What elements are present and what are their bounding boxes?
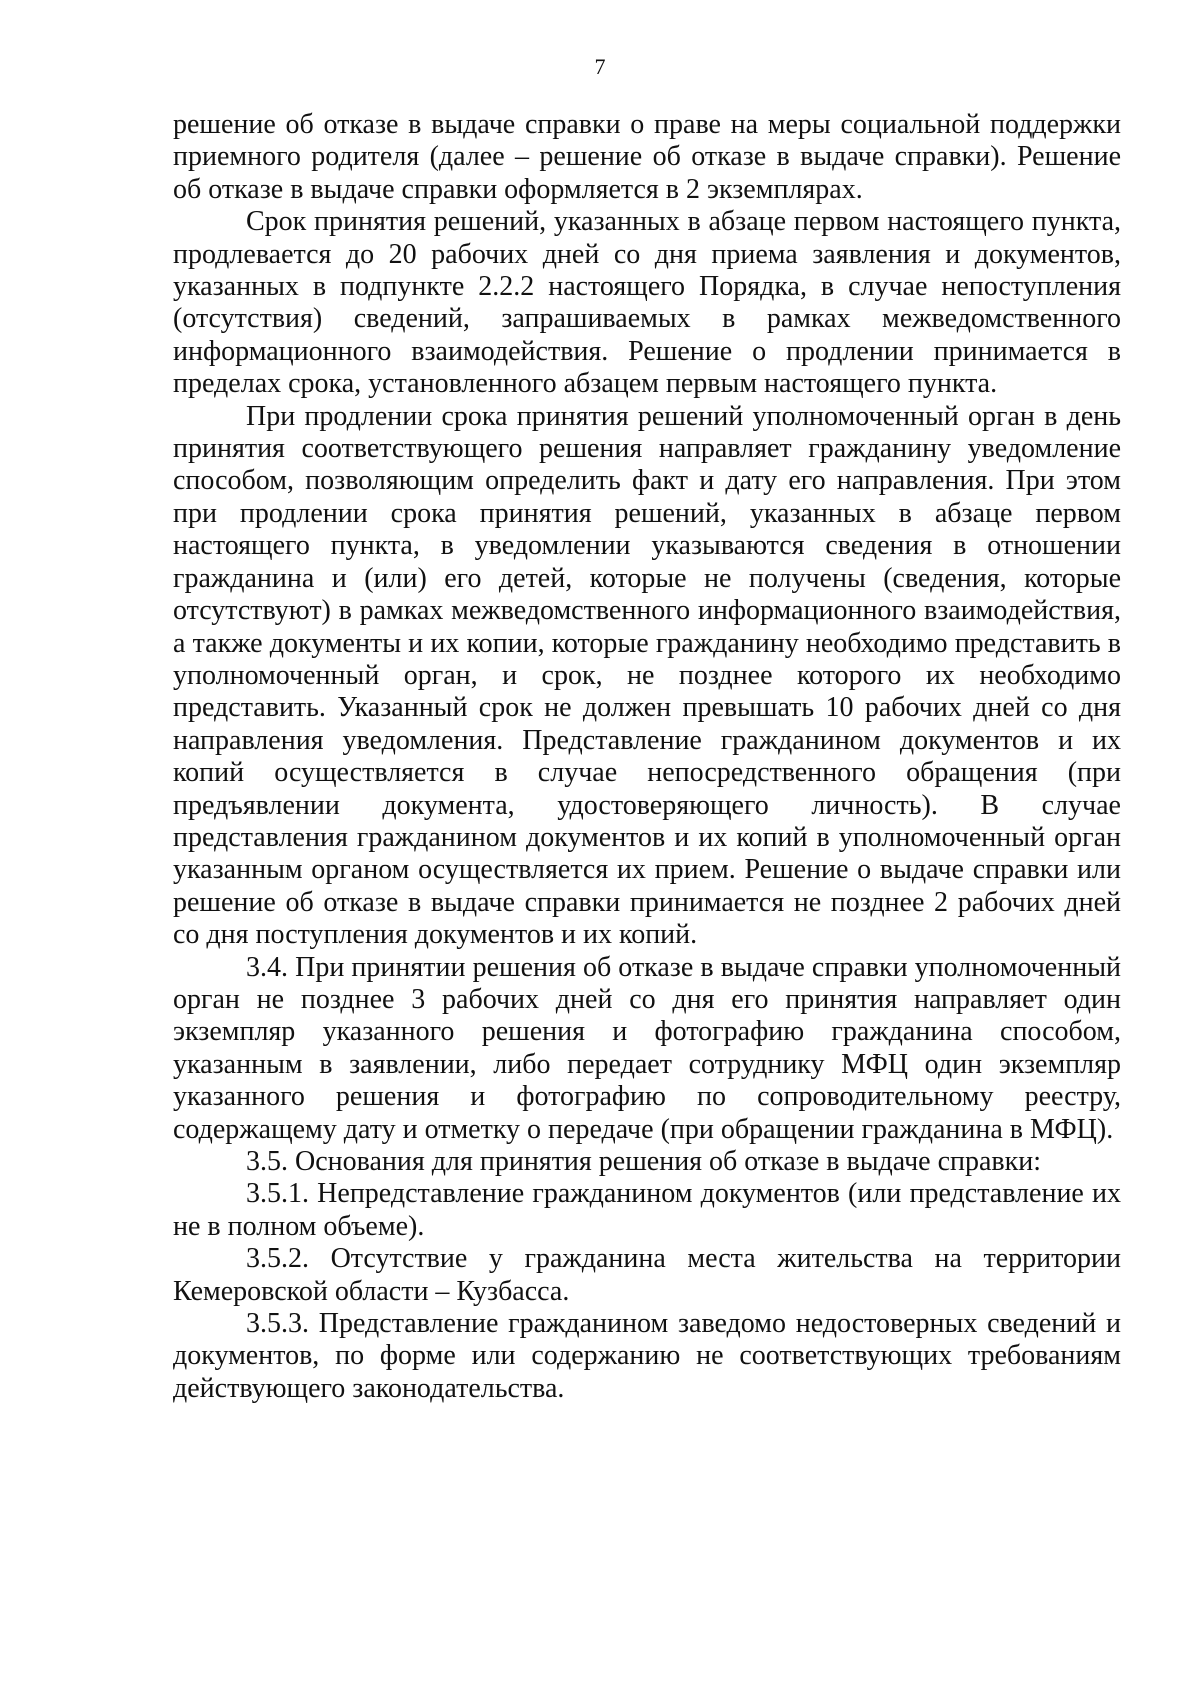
paragraph-3-5-1: 3.5.1. Непредставление гражданином документов (или представление их не в полном объеме). [173,1178,1121,1242]
paragraph-3-4: 3.4. При принятии решения об отказе в выдаче справки уполномоченный орган не позднее 3 рабочих дней со дня его принятия направляет один экземпляр указанного решения и фотографию гражданина способом, указанным в заявлении, либо передает сотруднику МФЦ один экземпляр указанного решения и фотографию по сопроводительному реестру, содержащему дату и отметку о передаче (при обращении гражданина в МФЦ). [173,951,1121,1145]
paragraph-3-5-2: 3.5.2. Отсутствие у гражданина места жительства на территории Кемеровской области – Кузбасса. [173,1243,1121,1307]
paragraph-continuation: решение об отказе в выдаче справки о праве на меры социальной поддержки приемного родителя (далее – решение об отказе в выдаче справки). Решение об отказе в выдаче справки оформляется в 2 экземплярах. [173,109,1121,205]
paragraph-3-5-3: 3.5.3. Представление гражданином заведомо недостоверных сведений и документов, по форме или содержанию не соответствующих требованиям действующего законодательства. [173,1308,1121,1404]
paragraph-3-5: 3.5. Основания для принятия решения об отказе в выдаче справки: [246,1146,1042,1177]
paragraph-term-extension: Срок принятия решений, указанных в абзаце первом настоящего пункта, продлевается до 20 рабочих дней со дня приема заявления и документов, указанных в подпункте 2.2.2 настоящего Порядка, в случае непоступления (отсутствия) сведений, запрашиваемых в рамках межведомственного информационного взаимодействия. Решение о продлении принимается в пределах срока, установленного абзацем первым настоящего пункта. [173,206,1121,400]
paragraph-notification: При продлении срока принятия решений уполномоченный орган в день принятия соответствующего решения направляет гражданину уведомление способом, позволяющим определить факт и дату его направления. При этом при продлении срока принятия решений, указанных в абзаце первом настоящего пункта, в уведомлении указываются сведения в отношении гражданина и (или) его детей, которые не получены (сведения, которые отсутствуют) в рамках межведомственного информационного взаимодействия, а также документы и их копии, которые гражданину необходимо представить в уполномоченный орган, и срок, не позднее которого их необходимо представить. Указанный срок не должен превышать 10 рабочих дней со дня направления уведомления. Представление гражданином документов и их копий осуществляется в случае непосредственного обращения (при предъявлении документа, удостоверяющего личность). В случае представления гражданином документов и их копий в уполномоченный орган указанным органом осуществляется их прием. Решение о выдаче справки или решение об отказе в выдаче справки принимается не позднее 2 рабочих дней со дня поступления документов и их копий. [173,400,1121,951]
page-number: 7 [594,54,606,79]
document-body [173,109,1121,1405]
